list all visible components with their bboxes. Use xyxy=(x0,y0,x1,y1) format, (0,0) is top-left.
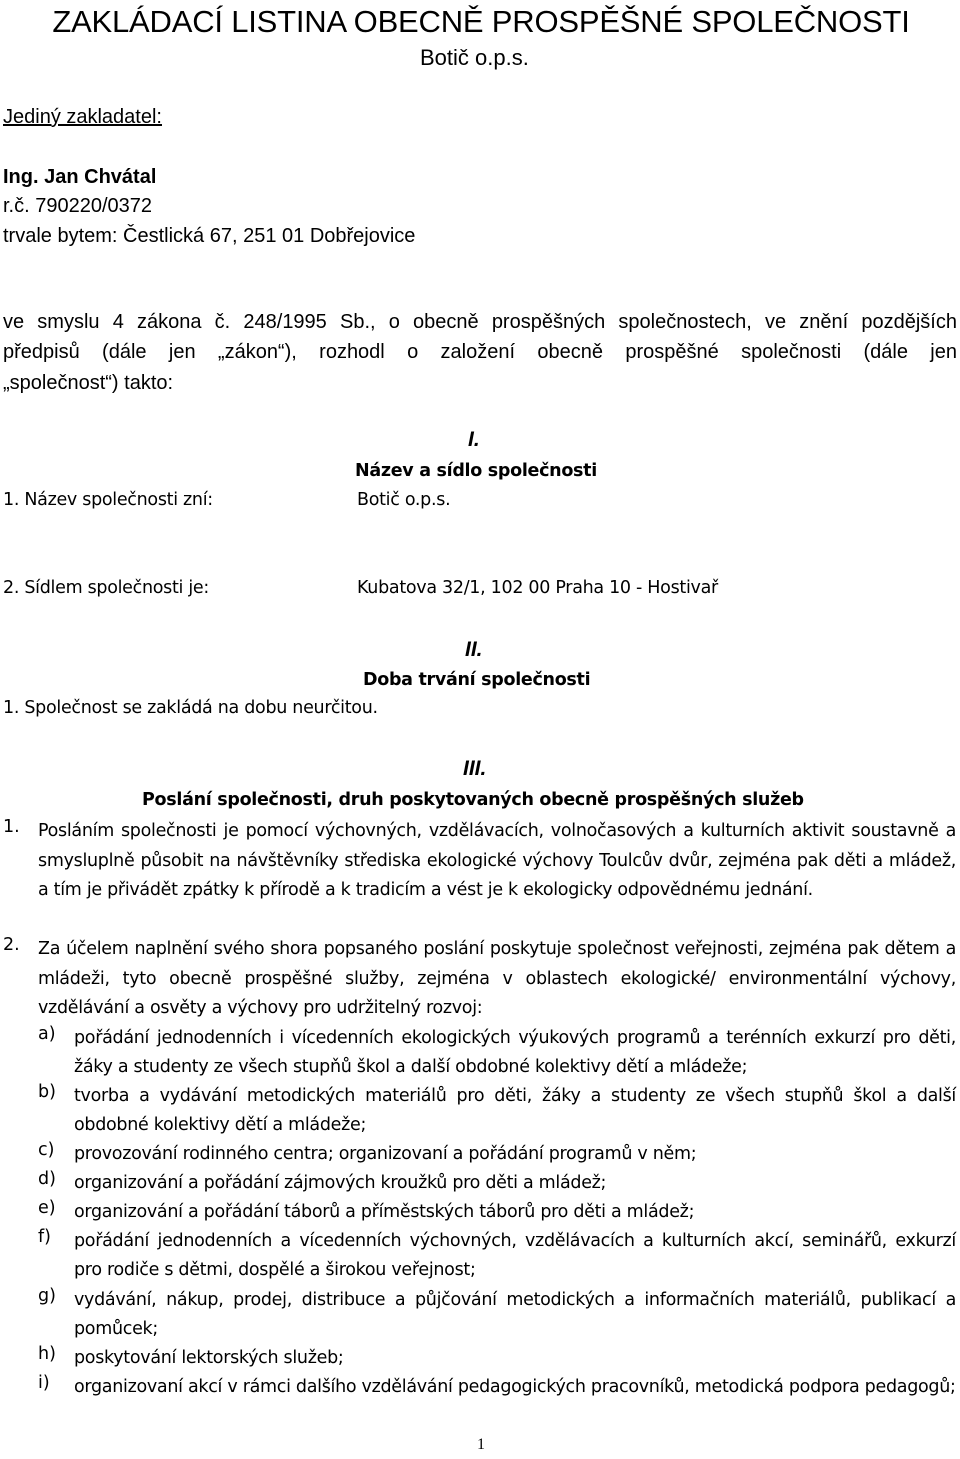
section-1-numeral: I. xyxy=(468,428,480,451)
intro-line-3: „společnost“) takto: xyxy=(3,372,174,394)
service-item-d-mark: d) xyxy=(38,1169,56,1189)
service-item-c-mark: c) xyxy=(38,1140,55,1160)
section-3-numeral: III. xyxy=(463,757,487,780)
service-item-c: provozování rodinného centra; organizovaní a pořádání programů v něm; xyxy=(74,1144,697,1164)
service-item-g-mark: g) xyxy=(38,1286,56,1306)
company-seat-value: Kubatova 32/1, 102 00 Praha 10 - Hostivař xyxy=(357,578,718,598)
service-item-h: poskytování lektorských služeb; xyxy=(74,1348,344,1368)
service-item-b: tvorba a vydávání metodických materiálů pro děti, žáky a studenty ze všech stupňů škol a další obdobné kolektivy dětí a mládeže; xyxy=(74,1086,956,1135)
service-item-a-mark: a) xyxy=(38,1024,56,1044)
service-item-h-mark: h) xyxy=(38,1344,56,1364)
service-item-f-mark: f) xyxy=(38,1227,51,1247)
duration-item: 1. Společnost se zakládá na dobu neurčitou. xyxy=(3,698,378,718)
section-2-numeral: II. xyxy=(465,638,483,661)
section-2-heading: Doba trvání společnosti xyxy=(363,670,591,690)
service-item-e: organizování a pořádání táborů a příměstských táborů pro děti a mládež; xyxy=(74,1202,695,1222)
intro-line-1: ve smyslu 4 zákona č. 248/1995 Sb., o obecně prospěšných společnostech, ve znění pozdějších xyxy=(3,311,957,333)
mission-paragraph-1: Posláním společnosti je pomocí výchovných, vzdělávacích, volnočasových a kulturních aktivit soustavně a smysluplně působit na návštěvníky střediska ekologické výchovy Toulcův dvůr, zejména pak děti a mládež, a tím je přivádět zpátky k přírodě a k tradicím a vést je k ekologicky odpovědnému jednání. xyxy=(38,821,956,900)
company-name-label: 1. Název společnosti zní: xyxy=(3,490,213,510)
service-item-b-mark: b) xyxy=(38,1082,56,1102)
founder-address: trvale bytem: Čestlická 67, 251 01 Dobřejovice xyxy=(3,225,416,247)
service-item-i: organizovaní akcí v rámci dalšího vzdělávání pedagogických pracovníků, metodická podpora pedagogů; xyxy=(74,1377,956,1397)
mission-paragraph-1-number: 1. xyxy=(3,817,20,837)
intro-line-2: předpisů (dále jen „zákon“), rozhodl o založení obecně prospěšné společnosti (dále jen xyxy=(3,341,957,363)
service-item-f: pořádání jednodenních a vícedenních výchovných, vzdělávacích a kulturních akcí, seminářů, exkurzí pro rodiče s dětmi, dospělé a širokou veřejnost; xyxy=(74,1231,956,1280)
service-item-d: organizování a pořádání zájmových kroužků pro děti a mládež; xyxy=(74,1173,607,1193)
company-seat-label: 2. Sídlem společnosti je: xyxy=(3,578,209,598)
document-title: ZAKLÁDACÍ LISTINA OBECNĚ PROSPĚŠNÉ SPOLEČNOSTI xyxy=(52,4,910,39)
section-3-heading: Poslání společnosti, druh poskytovaných obecně prospěšných služeb xyxy=(142,790,804,810)
page-number: 1 xyxy=(477,1436,485,1453)
service-item-a: pořádání jednodenních i vícedenních ekologických výukových programů a terénních exkurzí pro děti, žáky a studenty ze všech stupňů škol a další obdobné kolektivy dětí a mládeže; xyxy=(74,1028,956,1077)
service-item-i-mark: i) xyxy=(38,1373,50,1393)
mission-paragraph-2: Za účelem naplnění svého shora popsaného poslání poskytuje společnost veřejnosti, zejména pak dětem a mládeži, tyto obecně prospěšné služby, zejména v oblastech ekologické/ environmentální výchovy, vzdělávání a osvěty a výchovy pro udržitelný rozvoj: xyxy=(38,939,956,1018)
founder-birth-number: r.č. 790220/0372 xyxy=(3,195,153,217)
section-1-heading: Název a sídlo společnosti xyxy=(355,461,597,481)
company-name-value: Botič o.p.s. xyxy=(357,490,451,510)
founder-label: Jediný zakladatel: xyxy=(3,106,162,128)
document-subtitle: Botič o.p.s. xyxy=(420,45,529,70)
service-item-e-mark: e) xyxy=(38,1198,56,1218)
founder-name: Ing. Jan Chvátal xyxy=(3,166,157,188)
mission-paragraph-2-number: 2. xyxy=(3,935,20,955)
service-item-g: vydávání, nákup, prodej, distribuce a půjčování metodických a informačních materiálů, publikací a pomůcek; xyxy=(74,1290,956,1339)
